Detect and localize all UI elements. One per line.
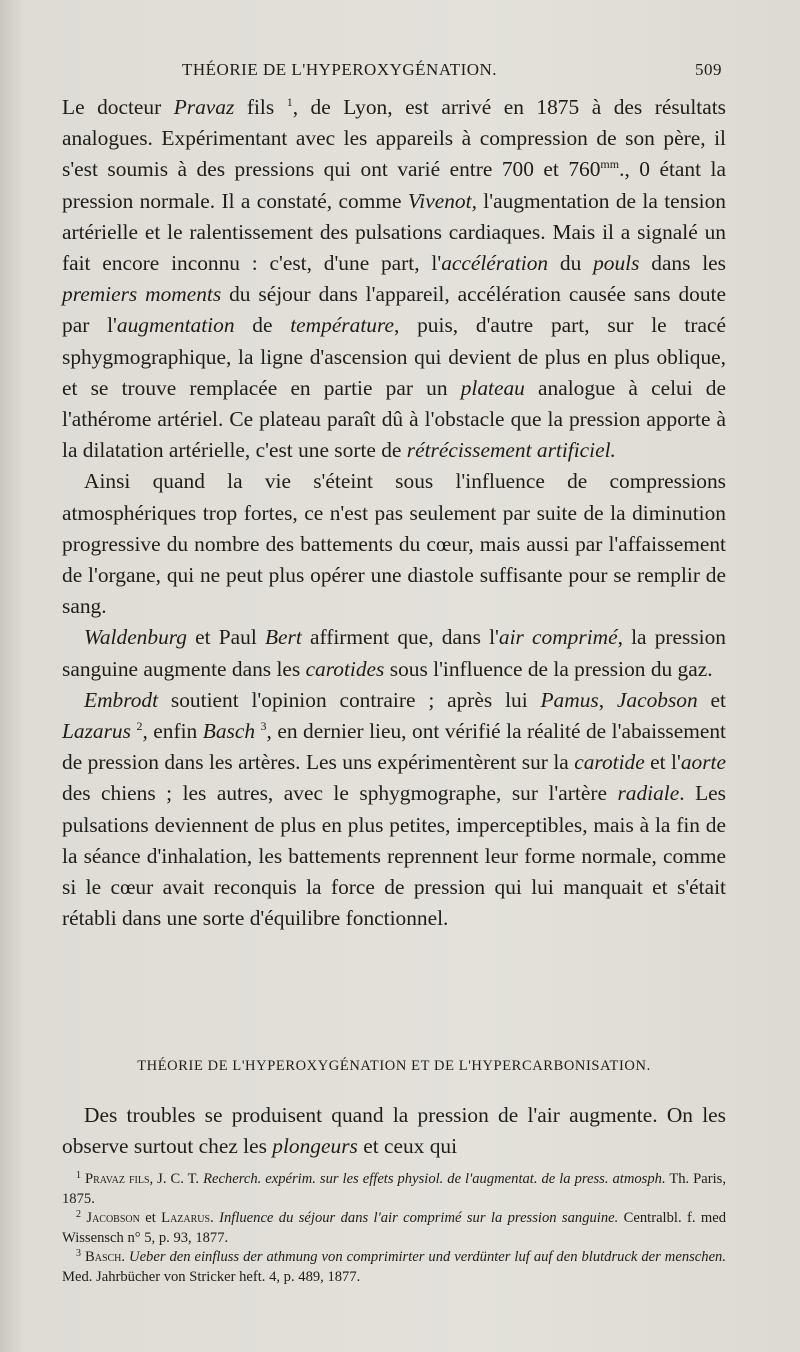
text-run: Med. Jahrbücher von Stricker heft. 4, p. 489, 1877. [62,1268,361,1285]
footnote [62,1209,726,1248]
text-run: l'augmentation de la tension artérielle et le ralentissement des pulsations cardiaques. Mais il a signalé un fait encore inconnu : c'est, d'une part, l' [62,188,726,276]
text-run: Th. Paris, 1875. [62,1171,726,1207]
text-run: dans les [639,251,727,276]
text-run: Basch [84,1249,122,1265]
paragraph [62,685,726,935]
main-text [62,92,726,934]
page-number: 509 [695,60,722,79]
text-run: du [548,251,594,276]
text-run: , J. C. T. [149,1171,204,1187]
text-run: , de Lyon, est arrivé en 1875 à des résultats analogues. Expérimentant avec les appareils à compression de son père, il s'est soumis à des pressions qui ont varié entre 700 et 760 [62,95,726,182]
footnote-ref: 1 [76,1170,81,1181]
text-run: Le docteur [62,95,174,119]
italic-text: Pamus [540,687,599,712]
italic-text: Waldenburg [84,625,187,650]
italic-text: Jacobson [616,687,698,712]
running-title: THÉORIE DE L'HYPEROXYGÉNATION. [182,60,498,79]
text-run: Des troubles se produisent quand la pression de l'air augmente. On les observe surtout chez les [62,1103,726,1158]
paragraph [62,1100,726,1162]
text-run: Centralbl. f. med Wissensch n° 5, p. 93, 1877. [62,1210,726,1246]
paragraph [62,622,726,684]
text-run: ., 0 étant la pression normale. Il a constaté, comme [62,157,726,213]
text-run: , puis, d'autre part, sur le tracé sphygmographique, la ligne d'ascension qui devient de plus en plus oblique, et se trouve remplacée en partie par un [62,313,726,400]
text-run: et [139,1210,162,1226]
section-text [62,1100,726,1162]
text-run: , la pression sanguine augmente dans les [62,625,726,681]
text-run: , [598,687,617,712]
text-run: fils [234,95,287,119]
italic-text: Bert [264,625,302,650]
text-run: . Les pulsations deviennent de plus en plus petites, imperceptibles, mais à la fin de la séance d'inhalation, les battements reprennent leur forme normale, comme si le cœur avait reconquis la force de pression qui lui manquait et s'était rétabli dans une sorte d'équilibre fonctionnel. [62,781,726,931]
footnote-ref: 3 [76,1248,81,1259]
text-run: Lazarus [161,1210,211,1226]
text-run: et [697,687,726,712]
italic-text: premiers moments [62,282,222,307]
text-run: et ceux qui [357,1134,458,1158]
italic-text: température [290,313,394,338]
text-run: analogue à celui de l'athérome artériel. Ce plateau paraît dû à l'obstacle que la pression apporte à la dilatation artérielle, c'est une sorte de [62,375,727,463]
italic-text: plongeurs [272,1134,358,1158]
footnote-ref: 1 [286,95,293,109]
italic-text: Influence du séjour dans l'air comprimé sur la pression sanguine. [219,1210,619,1226]
text-run: sous l'influence de la pression du gaz. [384,656,713,681]
text-run: du séjour dans l'appareil, accélération causée sans doute par l' [62,282,726,338]
text-run: Pravaz fils [85,1171,150,1187]
italic-text: accélération [441,251,549,276]
italic-text: Ueber den einfluss der athmung von comprimirter und verdünter luf auf den blutdruck der menschen. [129,1249,726,1265]
italic-text: pouls [593,251,640,276]
text-run: soutient l'opinion contraire ; après lui [158,687,541,712]
footnote-ref: 3 [260,719,267,734]
italic-text: aorte [680,750,726,775]
italic-text: augmentation [116,313,235,338]
text-run: et l' [644,750,681,775]
italic-text: rétrécissement artificiel. [406,438,616,463]
running-header [62,60,722,84]
footnotes [62,1170,726,1287]
text-run: . [210,1210,220,1226]
footnote-ref: 2 [136,719,143,734]
footnote [62,1170,726,1209]
italic-text: Basch [202,719,256,744]
text-run: . [121,1249,130,1265]
italic-text: Vivenot, [407,188,477,213]
text-run: Jacobson [86,1210,140,1226]
text-run: des chiens ; les autres, avec le sphygmographe, sur l'artère [62,781,618,806]
section-heading: THÉORIE DE L'HYPEROXYGÉNATION ET DE L'HYPERCARBONISATION. [137,1058,651,1074]
italic-text: Embrodt [84,687,159,712]
italic-text: plateau [460,375,525,400]
text-run: , en dernier lieu, ont vérifié la réalité de l'abaissement de pression dans les artères. Les uns expérimentèrent sur la [62,719,726,775]
paragraph [62,92,726,466]
text-run: , enfin [142,719,203,744]
italic-text: Pravaz [173,95,235,119]
footnote-ref: 2 [76,1209,81,1220]
footnote [62,1248,726,1287]
text-run: affirment que, dans l' [301,625,499,650]
italic-text: carotide [574,750,645,775]
italic-text: Recherch. expérim. sur les effets physiol. de l'augmentat. de la press. atmosph. [203,1171,666,1187]
text-run: Ainsi quand la vie s'éteint sous l'influence de compressions atmosphériques trop fortes, ce n'est pas seulement par suite de la diminution progressive du nombre des battements du cœur, mais aussi par l'affaissement de l'organe, qui ne peut plus opérer une diastole suffisante pour se remplir de sang. [62,469,726,619]
text-run: et Paul [187,625,265,650]
italic-text: radiale [617,781,680,806]
italic-text: Lazarus [62,719,131,744]
footnote-ref: mm [600,157,620,172]
italic-text: carotides [305,656,385,681]
text-run: de [234,313,291,338]
italic-text: air comprimé [498,625,618,650]
paragraph [62,466,726,622]
